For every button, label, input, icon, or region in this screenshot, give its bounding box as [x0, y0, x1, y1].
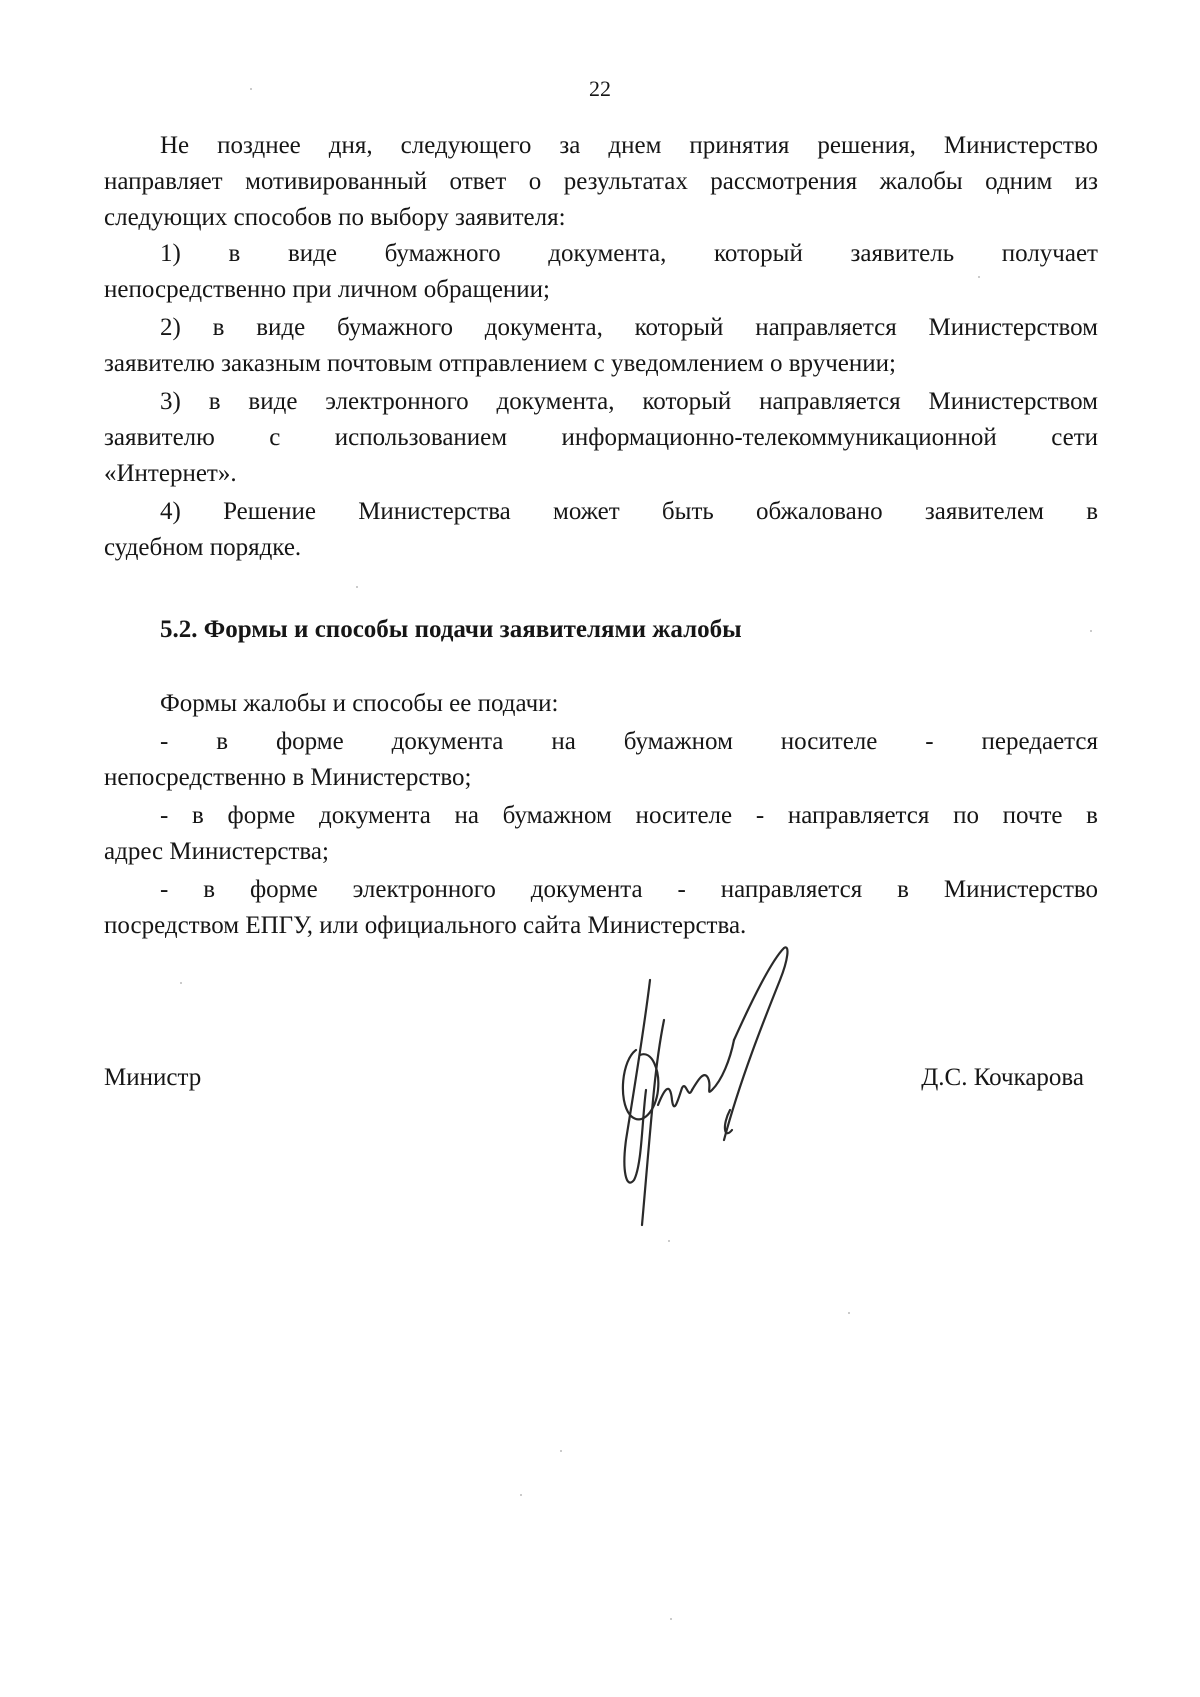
- text-line: направляет мотивированный ответ о результатах рассмотрения жалобы одним из: [104, 168, 1098, 195]
- scan-speck: [560, 1450, 562, 1452]
- form-item-2: [104, 798, 1098, 870]
- list-item-4: [104, 494, 1098, 566]
- section-heading: 5.2. Формы и способы подачи заявителями жалобы: [160, 616, 742, 643]
- text-line: «Интернет».: [104, 460, 237, 487]
- text-line: 4) Решение Министерства может быть обжаловано заявителем в: [160, 498, 1098, 525]
- text-line: 3) в виде электронного документа, который направляется Министерством: [160, 388, 1098, 415]
- text-line: - в форме документа на бумажном носителе - направляется по почте в: [160, 802, 1098, 829]
- scan-speck: [180, 982, 182, 984]
- signatory-title: Министр: [104, 1064, 202, 1091]
- handwritten-signature: [612, 940, 802, 1230]
- text-line: - в форме документа на бумажном носителе - передается: [160, 728, 1098, 755]
- scan-speck: [978, 276, 980, 278]
- page-number: 22: [589, 76, 611, 101]
- list-item-2: [104, 310, 1098, 382]
- text-line: непосредственно при личном обращении;: [104, 276, 550, 303]
- scan-speck: [1090, 630, 1092, 632]
- text-line: непосредственно в Министерство;: [104, 764, 472, 791]
- text-line: следующих способов по выбору заявителя:: [104, 204, 566, 231]
- text-line: заявителю заказным почтовым отправлением с уведомлением о вручении;: [104, 350, 896, 377]
- form-item-1: [104, 724, 1098, 796]
- text-line: заявителю с использованием информационно-телекоммуникационной сети: [104, 424, 1098, 451]
- scan-speck: [668, 1240, 670, 1242]
- list-item-1: [104, 236, 1098, 308]
- text-line: судебном порядке.: [104, 534, 302, 561]
- text-line: 2) в виде бумажного документа, который направляется Министерством: [160, 314, 1098, 341]
- text-line: Не позднее дня, следующего за днем принятия решения, Министерство: [160, 132, 1098, 159]
- text-line: 1) в виде бумажного документа, который заявитель получает: [160, 240, 1098, 267]
- scan-speck: [848, 1312, 850, 1314]
- scan-speck: [670, 1618, 672, 1620]
- text-line: посредством ЕПГУ, или официального сайта Министерства.: [104, 912, 747, 939]
- forms-intro: [104, 686, 1098, 722]
- scan-speck: [520, 1494, 522, 1496]
- text-line: Формы жалобы и способы ее подачи:: [160, 690, 559, 717]
- signatory-name: Д.С. Кочкарова: [921, 1064, 1084, 1091]
- scan-speck: [250, 88, 252, 90]
- paragraph-intro: [104, 128, 1098, 236]
- scan-speck: [356, 586, 358, 588]
- text-line: адрес Министерства;: [104, 838, 329, 865]
- list-item-3: [104, 384, 1098, 492]
- form-item-3: [104, 872, 1098, 944]
- text-line: - в форме электронного документа - направляется в Министерство: [160, 876, 1098, 903]
